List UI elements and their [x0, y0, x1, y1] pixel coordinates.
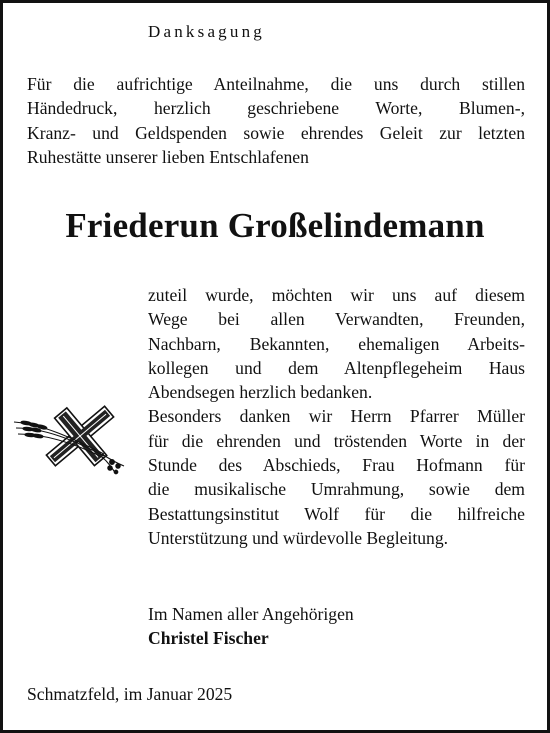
intro-paragraph: [27, 72, 525, 169]
intro-line: Für die aufrichtige Anteilnahme, die uns durch stillen: [27, 74, 525, 94]
body-line: Abendsegen herzlich bedanken.: [148, 382, 373, 403]
body-line: Nachbarn, Bekannten, ehemaligen Arbeits-: [148, 333, 525, 354]
closing-phrase: Im Namen aller Angehörigen: [148, 604, 354, 624]
closing-block: [148, 602, 354, 651]
cross-with-wheat-icon: [12, 400, 134, 478]
body-line: Unterstützung und würdevolle Begleitung.: [148, 527, 449, 548]
body-line: Stunde des Abschieds, Frau Hofmann für: [148, 455, 525, 476]
body-paragraph: [148, 283, 525, 550]
body-line: Wege bei allen Verwandten, Freunden,: [148, 309, 525, 330]
intro-line: Ruhestätte unserer lieben Entschlafenen: [27, 146, 309, 167]
body-line: kollegen und dem Altenpflegeheim Haus: [148, 357, 525, 378]
body-line: Bestattungsinstitut Wolf für die hilfreiche: [148, 503, 525, 524]
body-line: Besonders danken wir Herrn Pfarrer Müller: [148, 406, 525, 427]
body-line: für die ehrenden und tröstenden Worte in der: [148, 430, 525, 451]
body-line: die musikalische Umrahmung, sowie dem: [148, 479, 525, 500]
deceased-name: Friederun Großelindemann: [65, 206, 485, 245]
body-line: zuteil wurde, möchten wir uns auf diesem: [148, 285, 525, 305]
place-date: Schmatzfeld, im Januar 2025: [27, 684, 233, 704]
intro-line: Händedruck, herzlich geschriebene Worte, Blumen-,: [27, 98, 525, 119]
intro-line: Kranz- und Geldspenden sowie ehrendes Geleit zur letzten: [27, 122, 525, 143]
signer-name: Christel Fischer: [148, 628, 269, 649]
notice-heading: Danksagung: [148, 22, 265, 41]
